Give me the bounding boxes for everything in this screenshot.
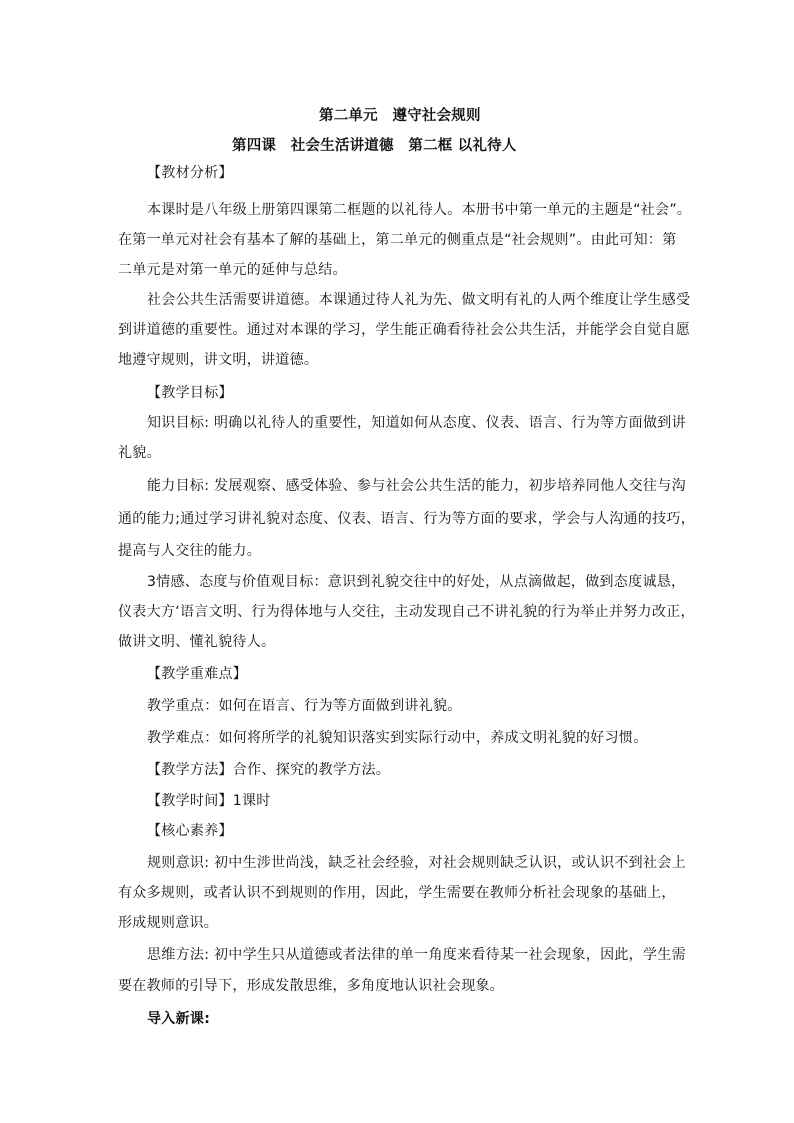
paragraph-line: 有众多规则，或者认识不到规则的作用，因此，学生需要在教师分析社会现象的基础上， — [118, 885, 676, 901]
unit-title: 第二单元 遵守社会规则 — [319, 108, 481, 124]
paragraph-line: 地遵守规则，讲文明，讲道德。 — [118, 352, 319, 368]
paragraph-line: 仪表大方‘语言文明、行为得体地与人交往，主动发现自己不讲礼貌的行为举止并努力改正， — [118, 604, 695, 620]
paragraph-line: 思维方法: 初中学生只从道德或者法律的单一角度来看待某一社会现象，因此，学生需 — [147, 947, 686, 963]
paragraph-line: 形成规则意识。 — [118, 915, 219, 931]
lesson-title: 第四课 社会生活讲道德 第二框 以礼待人 — [232, 138, 517, 154]
paragraph-line: 二单元是对第一单元的延伸与总结。 — [118, 262, 347, 278]
paragraph-line: 到讲道德的重要性。通过对本课的学习，学生能正确看待社会公共生活，并能学会自觉自愿 — [118, 322, 690, 338]
paragraph-line: 规则意识: 初中生涉世尚浅，缺乏社会经验，对社会规则缺乏认识，或认识不到社会上 — [147, 855, 686, 871]
paragraph-line: 要在教师的引导下，形成发散思维，多角度地认识社会现象。 — [118, 978, 505, 994]
paragraph-line: 知识目标: 明确以礼待人的重要性，知道如何从态度、仪表、语言、行为等方面做到讲 — [147, 415, 686, 431]
paragraph-line: 在第一单元对社会有基本了解的基础上，第二单元的侧重点是“社会规则”。由此可知：第 — [118, 232, 677, 248]
section-heading-intro: 导入新课: — [147, 1011, 211, 1027]
paragraph-line: 能力目标: 发展观察、感受体验、参与社会公共生活的能力，初步培养同他人交往与沟 — [147, 478, 686, 494]
section-heading-core-literacy: 【核心素养】 — [147, 823, 233, 839]
paragraph-line: 提高与人交往的能力。 — [118, 543, 261, 559]
section-heading-textbook-analysis: 【教材分析】 — [147, 165, 233, 181]
section-teaching-method: 【教学方法】合作、探究的教学方法。 — [147, 762, 391, 778]
section-heading-key-points: 【教学重难点】 — [147, 666, 248, 682]
paragraph-line: 3情感、态度与价值观目标：意识到礼貌交往中的好处，从点滴做起，做到态度诚恳， — [147, 574, 686, 590]
section-heading-teaching-goals: 【教学目标】 — [147, 385, 233, 401]
paragraph-line: 教学难点：如何将所学的礼貌知识落实到实际行动中，养成文明礼貌的好习惯。 — [147, 730, 648, 746]
paragraph-line: 社会公共生活需要讲道德。本课通过待人礼为先、做文明有礼的人两个维度让学生感受 — [147, 292, 691, 308]
paragraph-line: 做讲文明、懂礼貌待人。 — [118, 634, 276, 650]
paragraph-line: 通的能力;通过学习讲礼貌对态度、仪表、语言、行为等方面的要求，学会与人沟通的技巧， — [118, 511, 696, 527]
paragraph-line: 本课时是八年级上册第四课第二框题的以礼待人。本册书中第一单元的主题是“社会”。 — [147, 202, 692, 218]
section-teaching-time: 【教学时间】1课时 — [147, 793, 271, 809]
paragraph-line: 礼貌。 — [118, 445, 161, 461]
paragraph-line: 教学重点：如何在语言、行为等方面做到讲礼貌。 — [147, 698, 462, 714]
